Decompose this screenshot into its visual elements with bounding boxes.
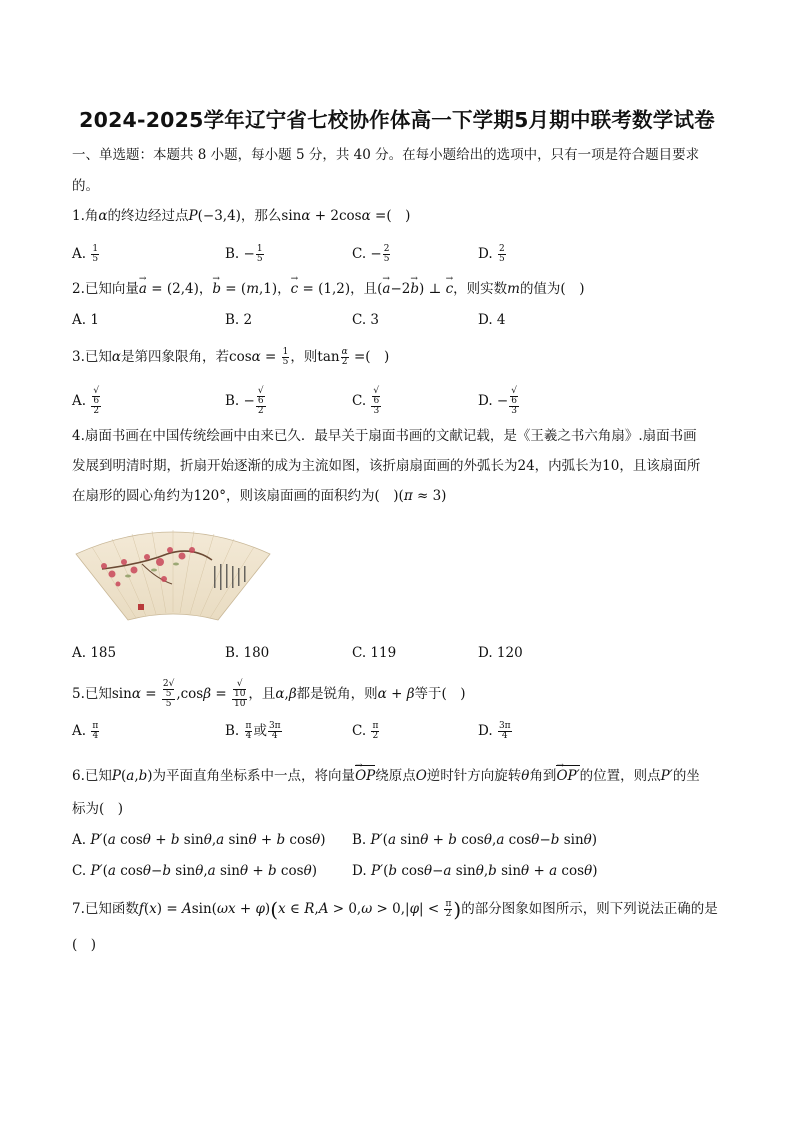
question-5-option-c: C. $\frac{\pi}{2}$ <box>352 721 379 741</box>
question-4-option-b: B. 180 <box>225 645 270 661</box>
question-2-option-d: D. 4 <box>478 312 506 328</box>
question-4-option-d: D. 120 <box>478 645 523 661</box>
question-6-option-c: C. P′(a cosθ−b sinθ,a sinθ + b cosθ) <box>72 863 317 879</box>
page-title: 2024-2025学年辽宁省七校协作体高一下学期5月期中联考数学试卷 <box>79 108 715 132</box>
question-1-option-b: B. − $\frac{1}{5}$ <box>225 244 263 264</box>
question-2-stem: 2.已知向量→ a = (2,4)，→ b = (m,1)，→ c = (1,2)，且(→ a−2→ b) ⊥ → c，则实数m的值为( ) <box>72 279 732 299</box>
question-3-option-d: D. − √ 6 3 <box>478 386 517 416</box>
question-1-stem: 1.角α的终边经过点P(−3,4)，那么sinα + 2cosα =( ) <box>72 208 411 224</box>
question-5-option-a: A. $\frac{\pi}{4}$ <box>72 721 99 741</box>
question-6-option-d: D. P′(b cosθ−a sinθ,b sinθ + a cosθ) <box>352 863 598 879</box>
question-4-option-a: A. 185 <box>72 645 117 661</box>
question-1-option-a: A. $\frac{1}{5}$ <box>72 244 99 264</box>
question-5-option-d: D. $\frac{3\pi}{4}$ <box>478 721 511 741</box>
question-3-option-b: B. − √ 6 2 <box>225 386 264 416</box>
section-instructions: 一、单选题：本题共 8 小题，每小题 5 分，共 40 分。在每小题给出的选项中，只有一项是符合题目要求 <box>72 147 700 163</box>
question-2-option-b: B. 2 <box>225 312 253 328</box>
question-7-stem-line1: 7.已知函数f(x) = Asin(ωx + φ)(x ∈ R,A > 0,ω > 0,|φ| < $\frac{\pi}{2}$ )的部分图象如图所示，则下列说法正确的是 <box>72 897 718 922</box>
question-6-stem-line1: 6.已知P(a,b)为平面直角坐标系中一点，将向量→ OP绕原点O逆时针方向旋转θ角到→ OP′的位置，则点P′的坐 <box>72 765 732 786</box>
question-7-stem-line2: ( ) <box>72 937 97 953</box>
question-4-stem-line1: 4.扇面书画在中国传统绘画中由来已久．最早关于扇面书画的文献记载，是《王羲之书六角扇》.扇面书画 <box>72 428 697 444</box>
question-1-option-d: D. $\frac{2}{5}$ <box>478 244 505 264</box>
question-6-option-a: A. P′(a cosθ + b sinθ,a sinθ + b cosθ) <box>72 832 326 848</box>
question-5-stem: 5.已知sinα = 2√ 5 5 ,cosβ = √ 10 10 ，且α,β都是锐角，则α + β等于( ) <box>72 679 466 709</box>
section-instructions-cont: 的。 <box>72 178 99 194</box>
question-4-stem-line2: 发展到明清时期，折扇开始逐渐的成为主流如图，该折扇扇面画的外弧长为24，内弧长为10，且该扇面所 <box>72 458 701 474</box>
question-6-stem-line2: 标为( ) <box>72 801 124 817</box>
question-3-option-c: C. √ 6 3 <box>352 386 380 416</box>
question-3-stem: 3.已知α是第四象限角，若cosα = $\frac{1}{5}$ ，则tan $\frac{\alpha}{2}$ =( ) <box>72 347 390 367</box>
question-2-option-c: C. 3 <box>352 312 380 328</box>
question-5-option-b: B. $\frac{\pi}{4}$ 或 $\frac{3\pi}{4}$ <box>225 721 281 741</box>
question-6-option-b: B. P′(a sinθ + b cosθ,a cosθ−b sinθ) <box>352 832 598 848</box>
question-4-option-c: C. 119 <box>352 645 397 661</box>
question-3-option-a: A. √ 6 2 <box>72 386 100 416</box>
folding-fan-painting <box>72 524 274 626</box>
question-4-stem-line3: 在扇形的圆心角约为120°，则该扇面画的面积约为( )(π ≈ 3) <box>72 488 447 504</box>
question-1-option-c: C. − $\frac{2}{5}$ <box>352 244 390 264</box>
question-2-option-a: A. 1 <box>72 312 99 328</box>
